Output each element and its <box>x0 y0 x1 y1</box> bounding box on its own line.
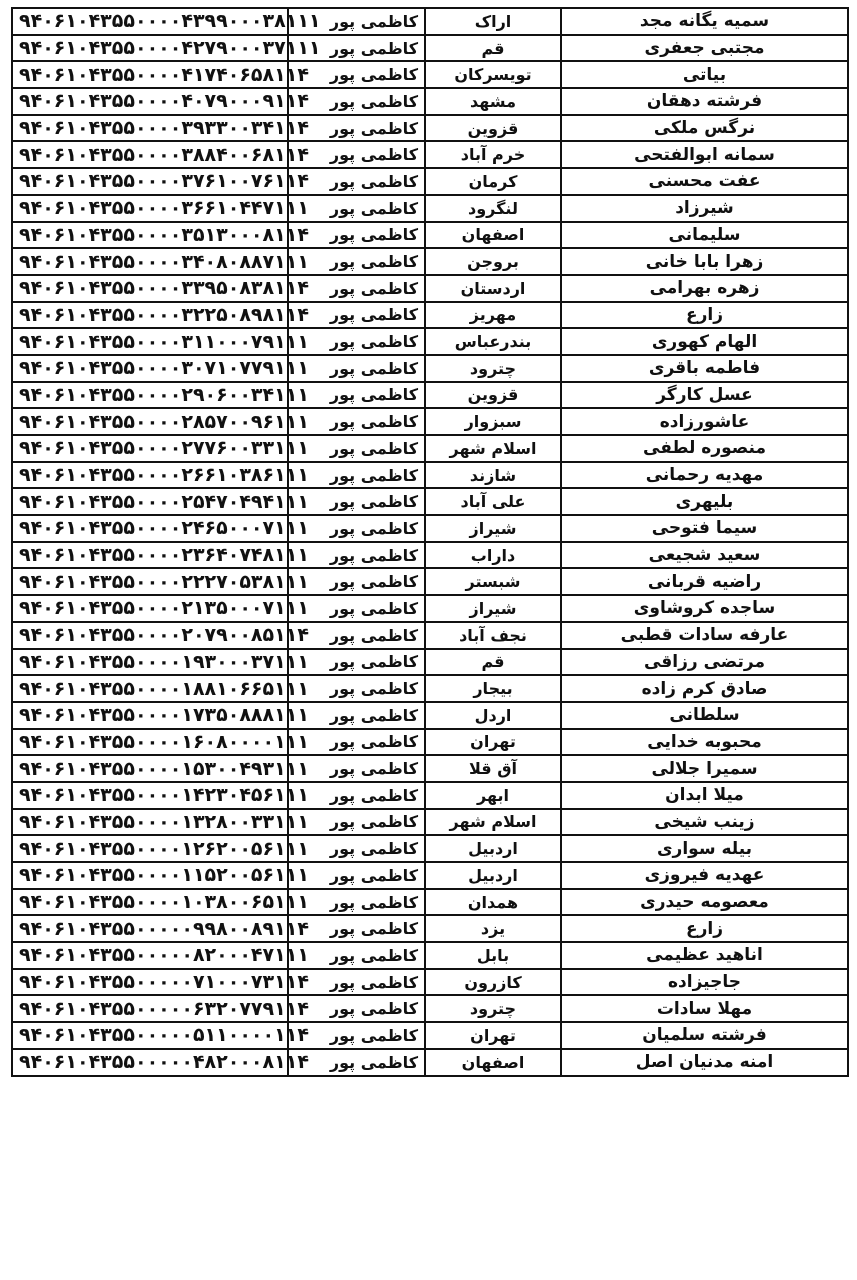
city-cell: قم <box>425 35 561 62</box>
city-cell: شازند <box>425 462 561 489</box>
tracking-code-cell: ۹۴۰۶۱۰۴۳۵۵۰۰۰۰۲۱۳۵۰۰۰۷۱۱۱ <box>12 595 288 622</box>
records-table <box>11 7 849 1077</box>
person-name-cell: سعید شجیعی <box>561 542 848 569</box>
family-name-cell: کاظمی پور <box>288 382 425 409</box>
table-row <box>12 995 848 1022</box>
city-cell: اصفهان <box>425 1049 561 1076</box>
table-row <box>12 302 848 329</box>
tracking-code-cell: ۹۴۰۶۱۰۴۳۵۵۰۰۰۰۲۶۶۱۰۳۸۶۱۱۱ <box>12 462 288 489</box>
city-cell: بابل <box>425 942 561 969</box>
family-name-cell: کاظمی پور <box>288 141 425 168</box>
tracking-code-cell: ۹۴۰۶۱۰۴۳۵۵۰۰۰۰۱۷۳۵۰۸۸۸۱۱۱ <box>12 702 288 729</box>
person-name-cell: امنه مدنیان اصل <box>561 1049 848 1076</box>
family-name-cell: کاظمی پور <box>288 355 425 382</box>
table-row <box>12 595 848 622</box>
table-row <box>12 622 848 649</box>
city-cell: بروجن <box>425 248 561 275</box>
tracking-code-cell: ۹۴۰۶۱۰۴۳۵۵۰۰۰۰۲۹۰۶۰۰۳۴۱۱۱ <box>12 382 288 409</box>
family-name-cell: کاظمی پور <box>288 515 425 542</box>
city-cell: مشهد <box>425 88 561 115</box>
tracking-code-cell: ۹۴۰۶۱۰۴۳۵۵۰۰۰۰۱۱۵۲۰۰۵۶۱۱۱ <box>12 862 288 889</box>
tracking-code-cell: ۹۴۰۶۱۰۴۳۵۵۰۰۰۰۲۵۴۷۰۴۹۴۱۱۱ <box>12 488 288 515</box>
person-name-cell: محبوبه خدایی <box>561 729 848 756</box>
person-name-cell: مرتضی رزاقی <box>561 649 848 676</box>
tracking-code-cell: ۹۴۰۶۱۰۴۳۵۵۰۰۰۰۳۸۸۴۰۰۶۸۱۱۴ <box>12 141 288 168</box>
family-name-cell: کاظمی پور <box>288 782 425 809</box>
table-row <box>12 35 848 62</box>
person-name-cell: عارفه سادات قطبی <box>561 622 848 649</box>
table-row <box>12 141 848 168</box>
table-row <box>12 408 848 435</box>
table-row <box>12 702 848 729</box>
tracking-code-cell: ۹۴۰۶۱۰۴۳۵۵۰۰۰۰۳۶۶۱۰۴۴۷۱۱۱ <box>12 195 288 222</box>
person-name-cell: سمانه ابوالفتحی <box>561 141 848 168</box>
table-row <box>12 462 848 489</box>
person-name-cell: سلطانی <box>561 702 848 729</box>
table-row <box>12 515 848 542</box>
table-row <box>12 889 848 916</box>
person-name-cell: سمیرا جلالی <box>561 755 848 782</box>
family-name-cell: کاظمی پور <box>288 622 425 649</box>
city-cell: قزوین <box>425 115 561 142</box>
person-name-cell: صادق کرم زاده <box>561 675 848 702</box>
city-cell: کرمان <box>425 168 561 195</box>
person-name-cell: ساجده کروشاوی <box>561 595 848 622</box>
family-name-cell: کاظمی پور <box>288 595 425 622</box>
family-name-cell: کاظمی پور <box>288 809 425 836</box>
family-name-cell: کاظمی پور <box>288 302 425 329</box>
family-name-cell: کاظمی پور <box>288 35 425 62</box>
city-cell: اردبیل <box>425 862 561 889</box>
tracking-code-cell: ۹۴۰۶۱۰۴۳۵۵۰۰۰۰۰۴۸۲۰۰۰۸۱۱۴ <box>12 1049 288 1076</box>
city-cell: قم <box>425 649 561 676</box>
family-name-cell: کاظمی پور <box>288 862 425 889</box>
city-cell: شیراز <box>425 595 561 622</box>
person-name-cell: اناهید عظیمی <box>561 942 848 969</box>
tracking-code-cell: ۹۴۰۶۱۰۴۳۵۵۰۰۰۰۱۹۳۰۰۰۳۷۱۱۱ <box>12 649 288 676</box>
family-name-cell: کاظمی پور <box>288 8 425 35</box>
family-name-cell: کاظمی پور <box>288 435 425 462</box>
city-cell: تهران <box>425 1022 561 1049</box>
family-name-cell: کاظمی پور <box>288 408 425 435</box>
tracking-code-cell: ۹۴۰۶۱۰۴۳۵۵۰۰۰۰۰۶۳۲۰۷۷۹۱۱۴ <box>12 995 288 1022</box>
table-row <box>12 115 848 142</box>
family-name-cell: کاظمی پور <box>288 275 425 302</box>
tracking-code-cell: ۹۴۰۶۱۰۴۳۵۵۰۰۰۰۳۱۱۰۰۰۷۹۱۱۱ <box>12 328 288 355</box>
table-row <box>12 675 848 702</box>
family-name-cell: کاظمی پور <box>288 1022 425 1049</box>
family-name-cell: کاظمی پور <box>288 942 425 969</box>
table-row <box>12 915 848 942</box>
city-cell: خرم آباد <box>425 141 561 168</box>
city-cell: لنگرود <box>425 195 561 222</box>
person-name-cell: شیرزاد <box>561 195 848 222</box>
person-name-cell: منصوره لطفی <box>561 435 848 462</box>
person-name-cell: بیله سواری <box>561 835 848 862</box>
person-name-cell: عهدیه فیروزی <box>561 862 848 889</box>
table-row <box>12 355 848 382</box>
tracking-code-cell: ۹۴۰۶۱۰۴۳۵۵۰۰۰۰۳۳۹۵۰۸۳۸۱۱۴ <box>12 275 288 302</box>
family-name-cell: کاظمی پور <box>288 675 425 702</box>
city-cell: همدان <box>425 889 561 916</box>
family-name-cell: کاظمی پور <box>288 729 425 756</box>
tracking-code-cell: ۹۴۰۶۱۰۴۳۵۵۰۰۰۰۰۹۹۸۰۰۸۹۱۱۴ <box>12 915 288 942</box>
tracking-code-cell: ۹۴۰۶۱۰۴۳۵۵۰۰۰۰۱۵۳۰۰۴۹۳۱۱۱ <box>12 755 288 782</box>
tracking-code-cell: ۹۴۰۶۱۰۴۳۵۵۰۰۰۰۱۶۰۸۰۰۰۰۱۱۱ <box>12 729 288 756</box>
city-cell: اسلام شهر <box>425 809 561 836</box>
city-cell: چترود <box>425 355 561 382</box>
tracking-code-cell: ۹۴۰۶۱۰۴۳۵۵۰۰۰۰۴۰۷۹۰۰۰۹۱۱۴ <box>12 88 288 115</box>
table-row <box>12 488 848 515</box>
city-cell: کازرون <box>425 969 561 996</box>
family-name-cell: کاظمی پور <box>288 889 425 916</box>
table-row <box>12 328 848 355</box>
city-cell: مهریز <box>425 302 561 329</box>
tracking-code-cell: ۹۴۰۶۱۰۴۳۵۵۰۰۰۰۴۱۷۴۰۶۵۸۱۱۴ <box>12 61 288 88</box>
family-name-cell: کاظمی پور <box>288 568 425 595</box>
table-row <box>12 1022 848 1049</box>
city-cell: اصفهان <box>425 222 561 249</box>
family-name-cell: کاظمی پور <box>288 702 425 729</box>
person-name-cell: معصومه حیدری <box>561 889 848 916</box>
city-cell: اردستان <box>425 275 561 302</box>
tracking-code-cell: ۹۴۰۶۱۰۴۳۵۵۰۰۰۰۳۵۱۳۰۰۰۸۱۱۴ <box>12 222 288 249</box>
city-cell: شیراز <box>425 515 561 542</box>
tracking-code-cell: ۹۴۰۶۱۰۴۳۵۵۰۰۰۰۳۲۲۵۰۸۹۸۱۱۴ <box>12 302 288 329</box>
family-name-cell: کاظمی پور <box>288 328 425 355</box>
city-cell: اردبیل <box>425 835 561 862</box>
family-name-cell: کاظمی پور <box>288 222 425 249</box>
city-cell: قزوین <box>425 382 561 409</box>
table-row <box>12 168 848 195</box>
person-name-cell: سیما فتوحی <box>561 515 848 542</box>
table-row <box>12 1049 848 1076</box>
person-name-cell: بلیهری <box>561 488 848 515</box>
table-row <box>12 649 848 676</box>
tracking-code-cell: ۹۴۰۶۱۰۴۳۵۵۰۰۰۰۲۳۶۴۰۷۴۸۱۱۱ <box>12 542 288 569</box>
table-row <box>12 382 848 409</box>
city-cell: چترود <box>425 995 561 1022</box>
family-name-cell: کاظمی پور <box>288 542 425 569</box>
person-name-cell: عفت محسنی <box>561 168 848 195</box>
person-name-cell: الهام کهوری <box>561 328 848 355</box>
family-name-cell: کاظمی پور <box>288 168 425 195</box>
person-name-cell: عسل کارگر <box>561 382 848 409</box>
person-name-cell: عاشورزاده <box>561 408 848 435</box>
tracking-code-cell: ۹۴۰۶۱۰۴۳۵۵۰۰۰۰۴۲۷۹۰۰۰۳۷۱۱۱ <box>12 35 288 62</box>
person-name-cell: زینب شیخی <box>561 809 848 836</box>
city-cell: سبزوار <box>425 408 561 435</box>
city-cell: اراک <box>425 8 561 35</box>
family-name-cell: کاظمی پور <box>288 488 425 515</box>
family-name-cell: کاظمی پور <box>288 61 425 88</box>
table-row <box>12 542 848 569</box>
table-row <box>12 195 848 222</box>
tracking-code-cell: ۹۴۰۶۱۰۴۳۵۵۰۰۰۰۳۹۳۳۰۰۳۴۱۱۴ <box>12 115 288 142</box>
city-cell: بیجار <box>425 675 561 702</box>
family-name-cell: کاظمی پور <box>288 649 425 676</box>
person-name-cell: مهلا سادات <box>561 995 848 1022</box>
tracking-code-cell: ۹۴۰۶۱۰۴۳۵۵۰۰۰۰۱۲۶۲۰۰۵۶۱۱۱ <box>12 835 288 862</box>
tracking-code-cell: ۹۴۰۶۱۰۴۳۵۵۰۰۰۰۱۸۸۱۰۶۶۵۱۱۱ <box>12 675 288 702</box>
table-row <box>12 729 848 756</box>
family-name-cell: کاظمی پور <box>288 1049 425 1076</box>
person-name-cell: جاجیزاده <box>561 969 848 996</box>
tracking-code-cell: ۹۴۰۶۱۰۴۳۵۵۰۰۰۰۲۸۵۷۰۰۹۶۱۱۱ <box>12 408 288 435</box>
tracking-code-cell: ۹۴۰۶۱۰۴۳۵۵۰۰۰۰۲۷۷۶۰۰۳۳۱۱۱ <box>12 435 288 462</box>
city-cell: یزد <box>425 915 561 942</box>
table-row <box>12 782 848 809</box>
table-row <box>12 862 848 889</box>
tracking-code-cell: ۹۴۰۶۱۰۴۳۵۵۰۰۰۰۰۸۲۰۰۰۴۷۱۱۱ <box>12 942 288 969</box>
person-name-cell: زارع <box>561 915 848 942</box>
family-name-cell: کاظمی پور <box>288 88 425 115</box>
table-row <box>12 835 848 862</box>
records-table-body <box>12 8 848 1076</box>
person-name-cell: فاطمه باقری <box>561 355 848 382</box>
city-cell: آق قلا <box>425 755 561 782</box>
city-cell: داراب <box>425 542 561 569</box>
tracking-code-cell: ۹۴۰۶۱۰۴۳۵۵۰۰۰۰۰۷۱۰۰۰۷۳۱۱۴ <box>12 969 288 996</box>
family-name-cell: کاظمی پور <box>288 995 425 1022</box>
table-row <box>12 88 848 115</box>
tracking-code-cell: ۹۴۰۶۱۰۴۳۵۵۰۰۰۰۱۴۲۳۰۴۵۶۱۱۱ <box>12 782 288 809</box>
person-name-cell: زهرا بابا خانی <box>561 248 848 275</box>
family-name-cell: کاظمی پور <box>288 755 425 782</box>
family-name-cell: کاظمی پور <box>288 115 425 142</box>
city-cell: اردل <box>425 702 561 729</box>
table-row <box>12 435 848 462</box>
table-row <box>12 809 848 836</box>
person-name-cell: فرشته سلمیان <box>561 1022 848 1049</box>
tracking-code-cell: ۹۴۰۶۱۰۴۳۵۵۰۰۰۰۳۰۷۱۰۷۷۹۱۱۱ <box>12 355 288 382</box>
city-cell: شبستر <box>425 568 561 595</box>
table-row <box>12 568 848 595</box>
table-row <box>12 8 848 35</box>
city-cell: علی آباد <box>425 488 561 515</box>
tracking-code-cell: ۹۴۰۶۱۰۴۳۵۵۰۰۰۰۴۳۹۹۰۰۰۳۸۱۱۱ <box>12 8 288 35</box>
family-name-cell: کاظمی پور <box>288 835 425 862</box>
city-cell: نجف آباد <box>425 622 561 649</box>
tracking-code-cell: ۹۴۰۶۱۰۴۳۵۵۰۰۰۰۱۰۳۸۰۰۶۵۱۱۱ <box>12 889 288 916</box>
city-cell: اسلام شهر <box>425 435 561 462</box>
city-cell: بندرعباس <box>425 328 561 355</box>
table-row <box>12 61 848 88</box>
tracking-code-cell: ۹۴۰۶۱۰۴۳۵۵۰۰۰۰۲۴۶۵۰۰۰۷۱۱۱ <box>12 515 288 542</box>
person-name-cell: زارع <box>561 302 848 329</box>
person-name-cell: فرشته دهقان <box>561 88 848 115</box>
family-name-cell: کاظمی پور <box>288 195 425 222</box>
person-name-cell: سمیه یگانه مجد <box>561 8 848 35</box>
family-name-cell: کاظمی پور <box>288 248 425 275</box>
tracking-code-cell: ۹۴۰۶۱۰۴۳۵۵۰۰۰۰۳۴۰۸۰۸۸۷۱۱۱ <box>12 248 288 275</box>
person-name-cell: میلا ابدان <box>561 782 848 809</box>
table-row <box>12 248 848 275</box>
tracking-code-cell: ۹۴۰۶۱۰۴۳۵۵۰۰۰۰۰۵۱۱۰۰۰۰۱۱۴ <box>12 1022 288 1049</box>
person-name-cell: مجتبی جعفری <box>561 35 848 62</box>
family-name-cell: کاظمی پور <box>288 969 425 996</box>
table-row <box>12 969 848 996</box>
person-name-cell: زهره بهرامی <box>561 275 848 302</box>
table-row <box>12 275 848 302</box>
family-name-cell: کاظمی پور <box>288 915 425 942</box>
city-cell: تویسرکان <box>425 61 561 88</box>
document-sheet <box>11 7 847 1077</box>
person-name-cell: بیاتی <box>561 61 848 88</box>
tracking-code-cell: ۹۴۰۶۱۰۴۳۵۵۰۰۰۰۱۳۲۸۰۰۳۳۱۱۱ <box>12 809 288 836</box>
table-row <box>12 222 848 249</box>
person-name-cell: سلیمانی <box>561 222 848 249</box>
person-name-cell: راضیه قربانی <box>561 568 848 595</box>
city-cell: ابهر <box>425 782 561 809</box>
person-name-cell: مهدیه رحمانی <box>561 462 848 489</box>
tracking-code-cell: ۹۴۰۶۱۰۴۳۵۵۰۰۰۰۲۲۲۷۰۵۳۸۱۱۱ <box>12 568 288 595</box>
table-row <box>12 942 848 969</box>
table-row <box>12 755 848 782</box>
person-name-cell: نرگس ملکی <box>561 115 848 142</box>
city-cell: تهران <box>425 729 561 756</box>
tracking-code-cell: ۹۴۰۶۱۰۴۳۵۵۰۰۰۰۲۰۷۹۰۰۸۵۱۱۴ <box>12 622 288 649</box>
tracking-code-cell: ۹۴۰۶۱۰۴۳۵۵۰۰۰۰۳۷۶۱۰۰۷۶۱۱۴ <box>12 168 288 195</box>
family-name-cell: کاظمی پور <box>288 462 425 489</box>
